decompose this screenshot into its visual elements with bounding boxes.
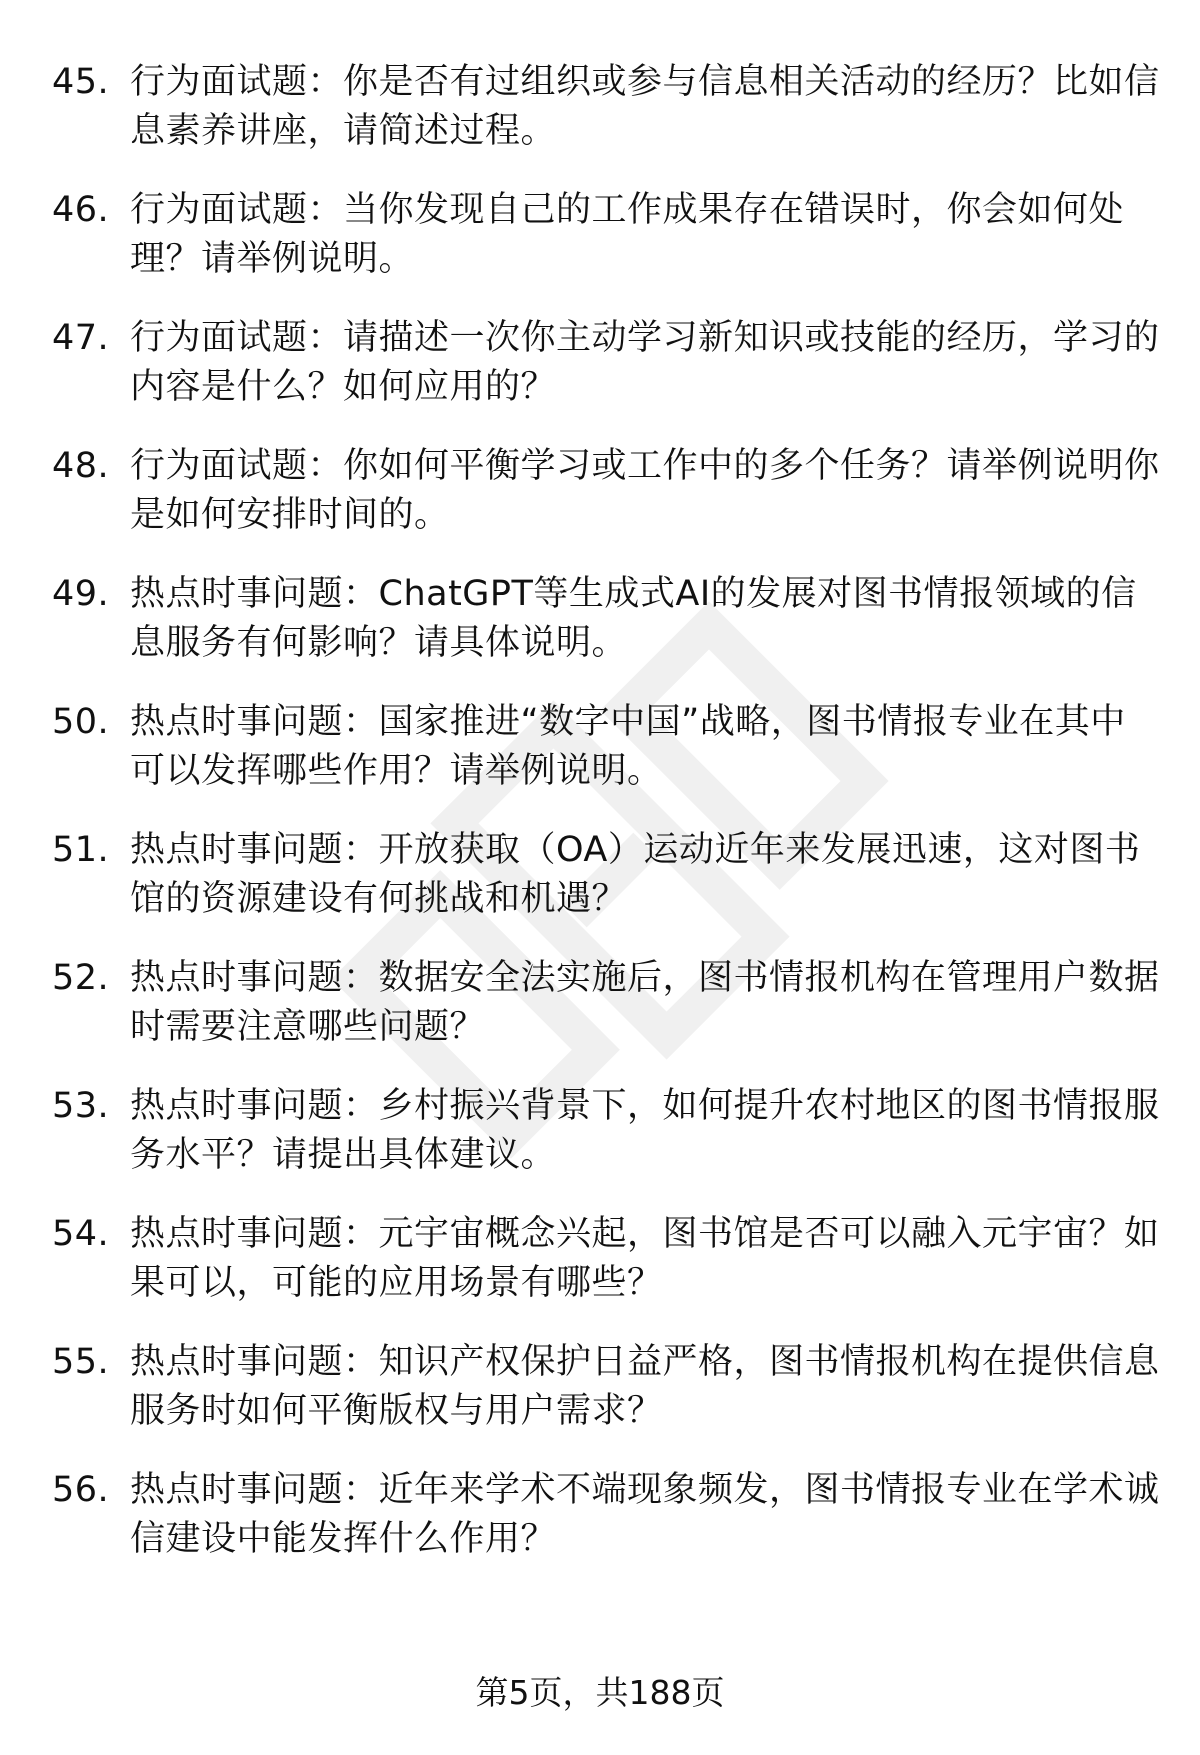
question-text: 行为面试题：你如何平衡学习或工作中的多个任务？请举例说明你是如何安排时间的。 — [130, 446, 1160, 535]
question-item — [0, 954, 1200, 1052]
question-item — [0, 1210, 1200, 1308]
question-text: 热点时事问题：数据安全法实施后，图书情报机构在管理用户数据时需要注意哪些问题？ — [130, 958, 1160, 1047]
question-number: 45. — [52, 62, 110, 102]
question-number: 48. — [52, 446, 110, 486]
question-text: 热点时事问题：国家推进“数字中国”战略，图书情报专业在其中可以发挥哪些作用？请举例说明。 — [130, 702, 1126, 791]
question-text: 行为面试题：你是否有过组织或参与信息相关活动的经历？比如信息素养讲座，请简述过程。 — [130, 62, 1160, 151]
question-number: 47. — [52, 318, 110, 358]
page-footer: 第5页，共188页 — [475, 1673, 725, 1712]
question-item — [0, 442, 1200, 540]
question-number: 50. — [52, 702, 110, 742]
question-number: 55. — [52, 1342, 110, 1382]
question-item — [0, 314, 1200, 412]
question-text: 热点时事问题：开放获取（OA）运动近年来发展迅速，这对图书馆的资源建设有何挑战和机遇？ — [130, 830, 1141, 919]
question-text: 热点时事问题：近年来学术不端现象频发，图书情报专业在学术诚信建设中能发挥什么作用？ — [130, 1470, 1160, 1559]
question-number: 53. — [52, 1086, 110, 1126]
question-text: 热点时事问题：元宇宙概念兴起，图书馆是否可以融入元宇宙？如果可以，可能的应用场景有哪些？ — [130, 1214, 1160, 1303]
question-number: 51. — [52, 830, 110, 870]
question-item — [0, 1466, 1200, 1564]
question-text: 行为面试题：请描述一次你主动学习新知识或技能的经历，学习的内容是什么？如何应用的？ — [130, 318, 1160, 407]
question-number: 52. — [52, 958, 110, 998]
question-number: 56. — [52, 1470, 110, 1510]
question-item — [0, 58, 1200, 156]
question-item — [0, 698, 1200, 796]
question-text: 行为面试题：当你发现自己的工作成果存在错误时，你会如何处理？请举例说明。 — [130, 190, 1125, 279]
question-item — [0, 1338, 1200, 1436]
question-item — [0, 570, 1200, 668]
question-text: 热点时事问题：知识产权保护日益严格，图书情报机构在提供信息服务时如何平衡版权与用户需求？ — [130, 1342, 1160, 1431]
question-number: 49. — [52, 574, 110, 614]
question-text: 热点时事问题：ChatGPT等生成式AI的发展对图书情报领域的信息服务有何影响？请具体说明。 — [130, 574, 1137, 663]
question-text: 热点时事问题：乡村振兴背景下，如何提升农村地区的图书情报服务水平？请提出具体建议。 — [130, 1086, 1160, 1175]
question-list — [0, 58, 1200, 1594]
question-item — [0, 826, 1200, 924]
question-number: 46. — [52, 190, 110, 230]
question-item — [0, 186, 1200, 284]
question-item — [0, 1082, 1200, 1180]
question-number: 54. — [52, 1214, 110, 1254]
